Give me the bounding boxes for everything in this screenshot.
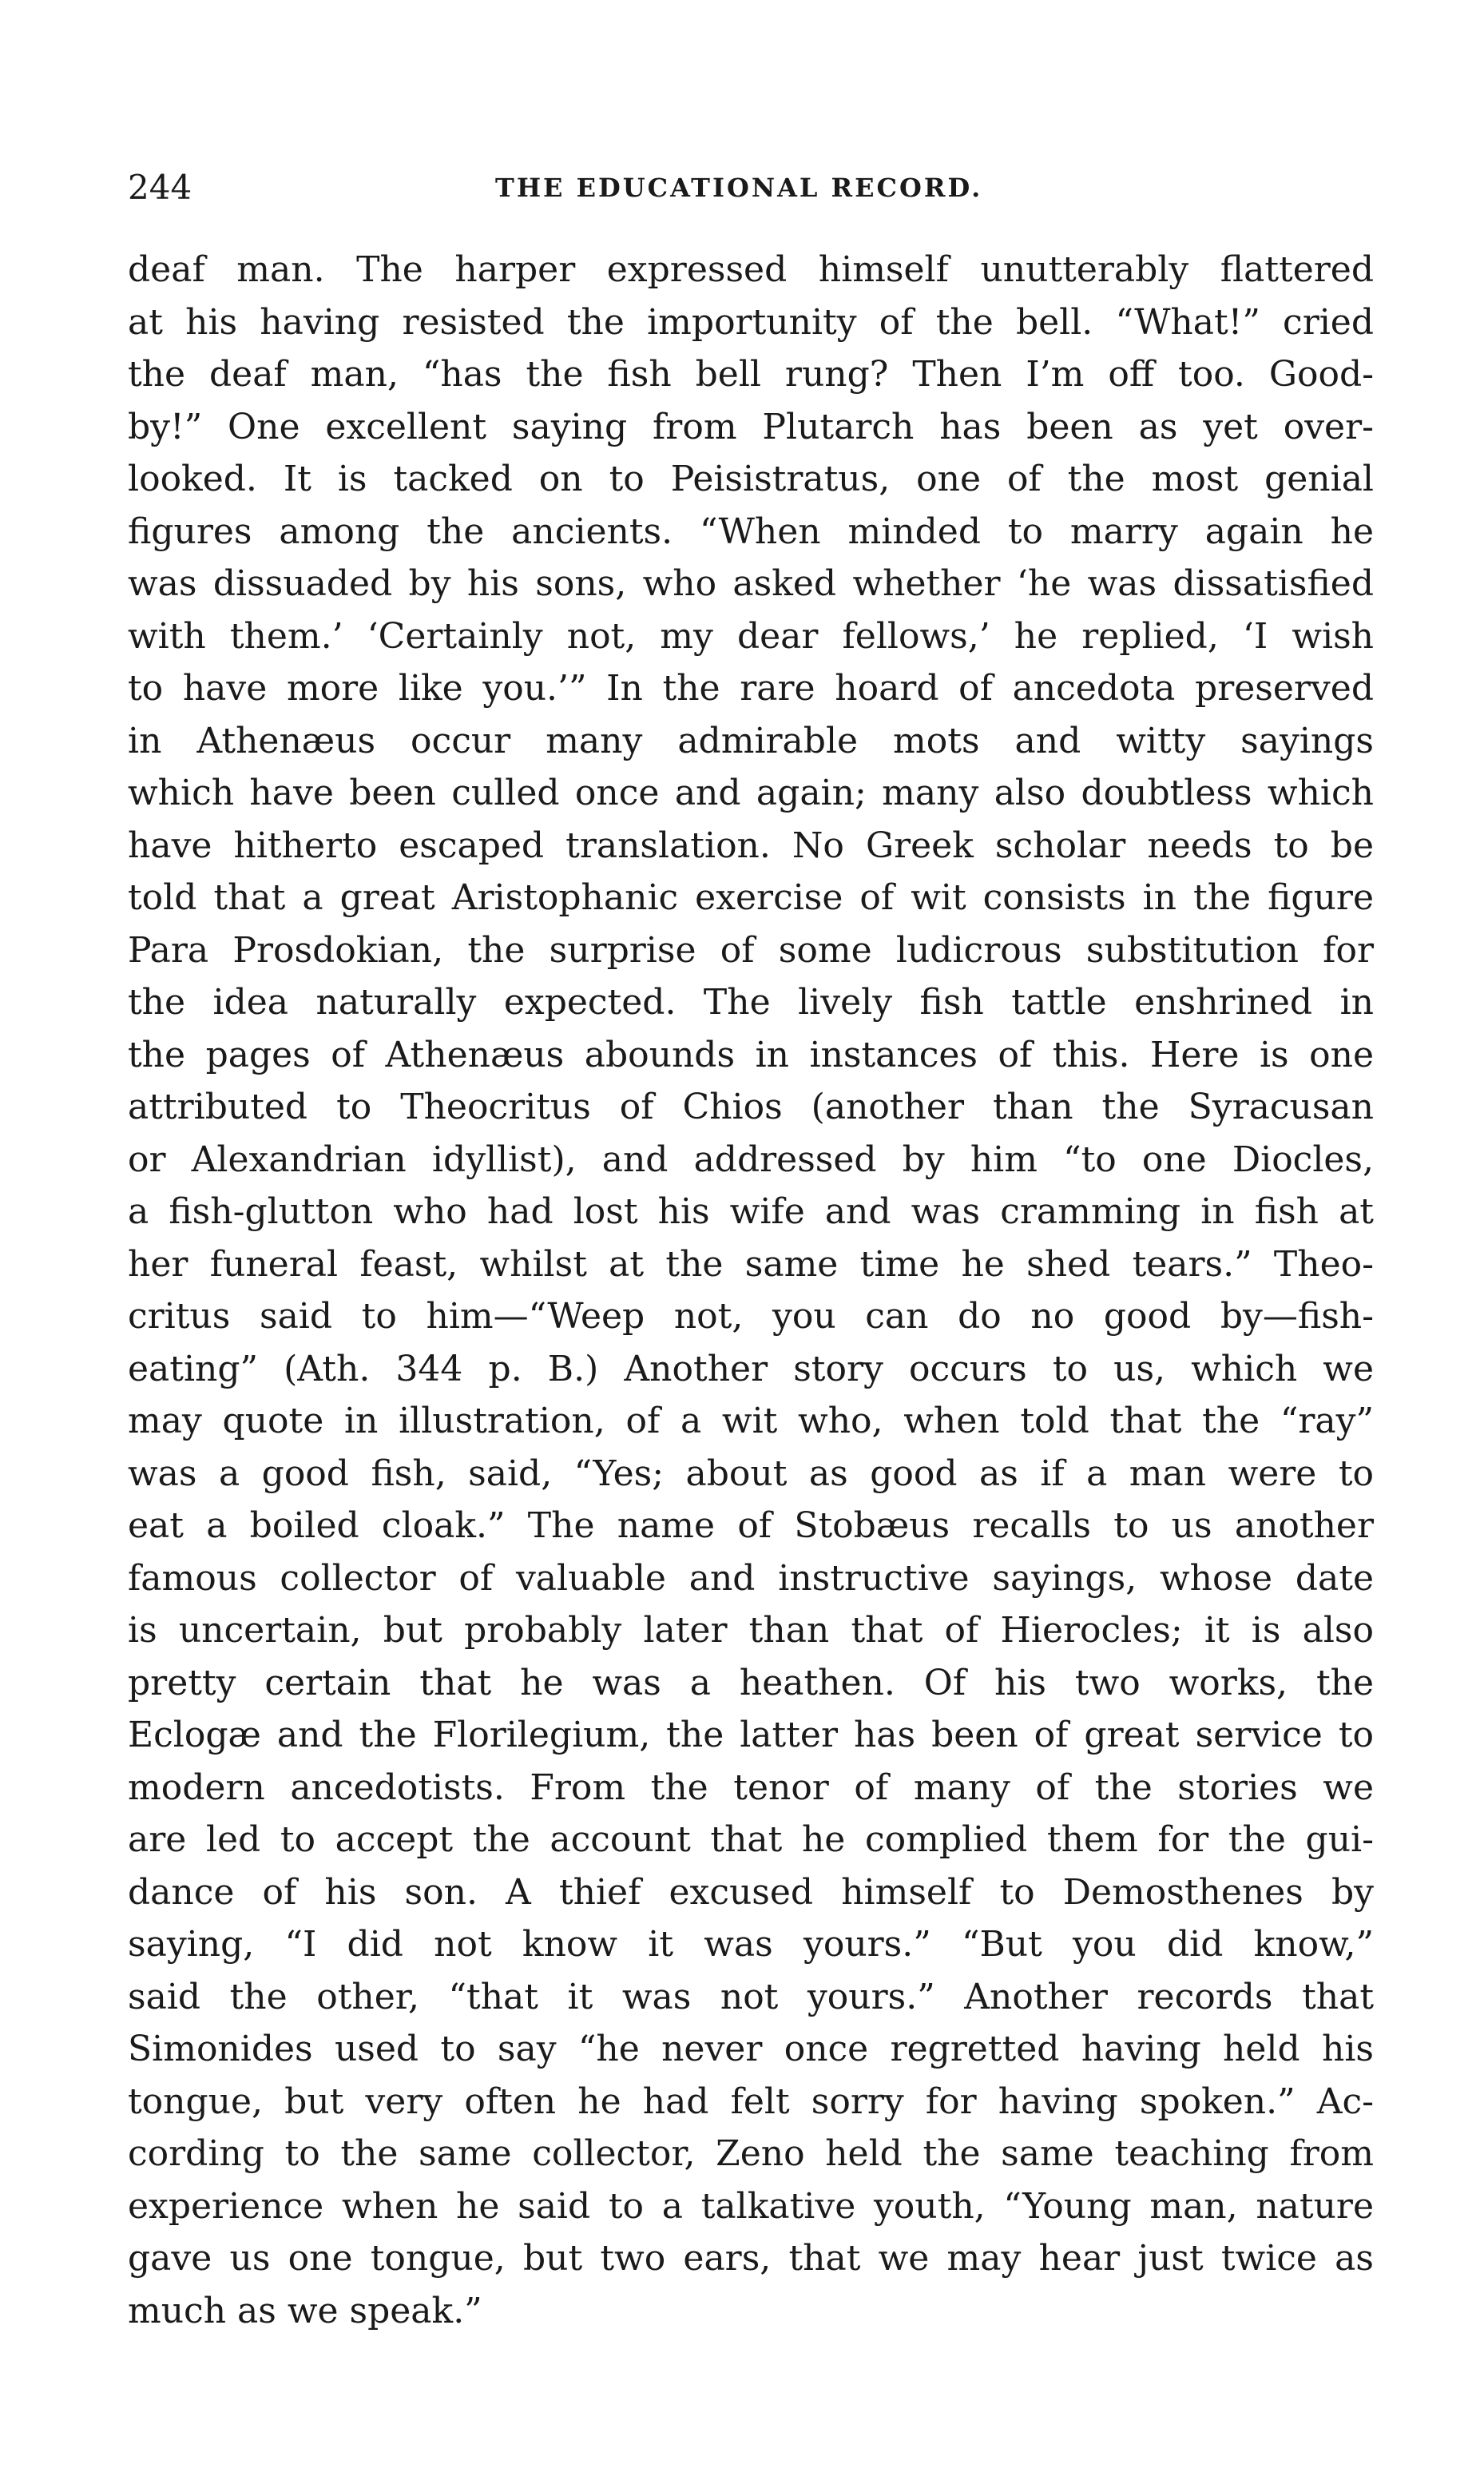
- text-line: to have more like you.’” In the rare hoard of ancedota preserved: [128, 668, 1374, 709]
- text-line: cording to the same collector, Zeno held the same teaching from: [128, 2133, 1374, 2174]
- text-line: have hitherto escaped translation. No Greek scholar needs to be: [128, 825, 1374, 866]
- text-line: Eclogæ and the Florilegium, the latter has been of great service to: [128, 1715, 1374, 1755]
- text-line: the idea naturally expected. The lively fish tattle enshrined in: [128, 982, 1374, 1023]
- text-line: by!” One excellent saying from Plutarch has been as yet over-: [128, 406, 1374, 447]
- text-line: are led to accept the account that he complied them for the gui-: [128, 1819, 1374, 1860]
- text-line: eating” (Ath. 344 p. B.) Another story occurs to us, which we: [128, 1348, 1374, 1389]
- text-line: which have been culled once and again; many also doubtless which: [128, 773, 1374, 813]
- text-line: or Alexandrian idyllist), and addressed by him “to one Diocles,: [128, 1139, 1374, 1180]
- text-line: pretty certain that he was a heathen. Of his two works, the: [128, 1662, 1374, 1703]
- text-line: the deaf man, “has the fish bell rung? Then I’m off too. Good-: [128, 354, 1374, 395]
- page-number: 244: [128, 168, 192, 207]
- text-line: figures among the ancients. “When minded to marry again he: [128, 511, 1374, 552]
- text-line: the pages of Athenæus abounds in instances of this. Here is one: [128, 1034, 1374, 1075]
- text-line: said the other, “that it was not yours.” Another records that: [128, 1976, 1374, 2017]
- text-line: experience when he said to a talkative youth, “Young man, nature: [128, 2185, 1374, 2227]
- text-line: is uncertain, but probably later than that of Hierocles; it is also: [128, 1610, 1374, 1651]
- text-line: was dissuaded by his sons, who asked whether ‘he was dissatisfied: [128, 563, 1374, 604]
- text-line: gave us one tongue, but two ears, that we may hear just twice as: [128, 2238, 1374, 2279]
- body-text: [128, 244, 1374, 2337]
- text-line: Simonides used to say “he never once regretted having held his: [128, 2029, 1374, 2069]
- text-line: was a good fish, said, “Yes; about as good as if a man were to: [128, 1453, 1374, 1494]
- text-line: looked. It is tacked on to Peisistratus, one of the most genial: [128, 459, 1374, 499]
- text-line: attributed to Theocritus of Chios (another than the Syracusan: [128, 1087, 1374, 1127]
- text-line: saying, “I did not know it was yours.” “But you did know,”: [128, 1924, 1374, 1965]
- text-line: critus said to him—“Weep not, you can do no good by—fish-: [128, 1296, 1374, 1337]
- text-line: may quote in illustration, of a wit who, when told that the “ray”: [128, 1401, 1374, 1441]
- text-line: her funeral feast, whilst at the same time he shed tears.” Theo-: [128, 1243, 1374, 1285]
- text-line: much as we speak.”: [128, 2290, 482, 2331]
- text-line: in Athenæus occur many admirable mots and witty sayings: [128, 720, 1374, 761]
- text-line: a fish-glutton who had lost his wife and was cramming in fish at: [128, 1191, 1374, 1232]
- text-line: told that a great Aristophanic exercise of wit consists in the figure: [128, 877, 1374, 918]
- text-line: famous collector of valuable and instructive sayings, whose date: [128, 1557, 1374, 1599]
- text-line: Para Prosdokian, the surprise of some ludicrous substitution for: [128, 929, 1374, 971]
- text-line: dance of his son. A thief excused himself to Demosthenes by: [128, 1871, 1374, 1913]
- running-head: [128, 164, 1374, 212]
- text-line: at his having resisted the importunity of the bell. “What!” cried: [128, 301, 1374, 343]
- text-line: tongue, but very often he had felt sorry for having spoken.” Ac-: [128, 2081, 1374, 2122]
- text-line: with them.’ ‘Certainly not, my dear fellows,’ he replied, ‘I wish: [128, 615, 1374, 657]
- text-line: deaf man. The harper expressed himself unutterably flattered: [128, 249, 1374, 290]
- text-line: modern ancedotists. From the tenor of many of the stories we: [128, 1767, 1374, 1808]
- journal-title: THE EDUCATIONAL RECORD.: [495, 173, 983, 203]
- text-line: eat a boiled cloak.” The name of Stobæus recalls to us another: [128, 1505, 1374, 1546]
